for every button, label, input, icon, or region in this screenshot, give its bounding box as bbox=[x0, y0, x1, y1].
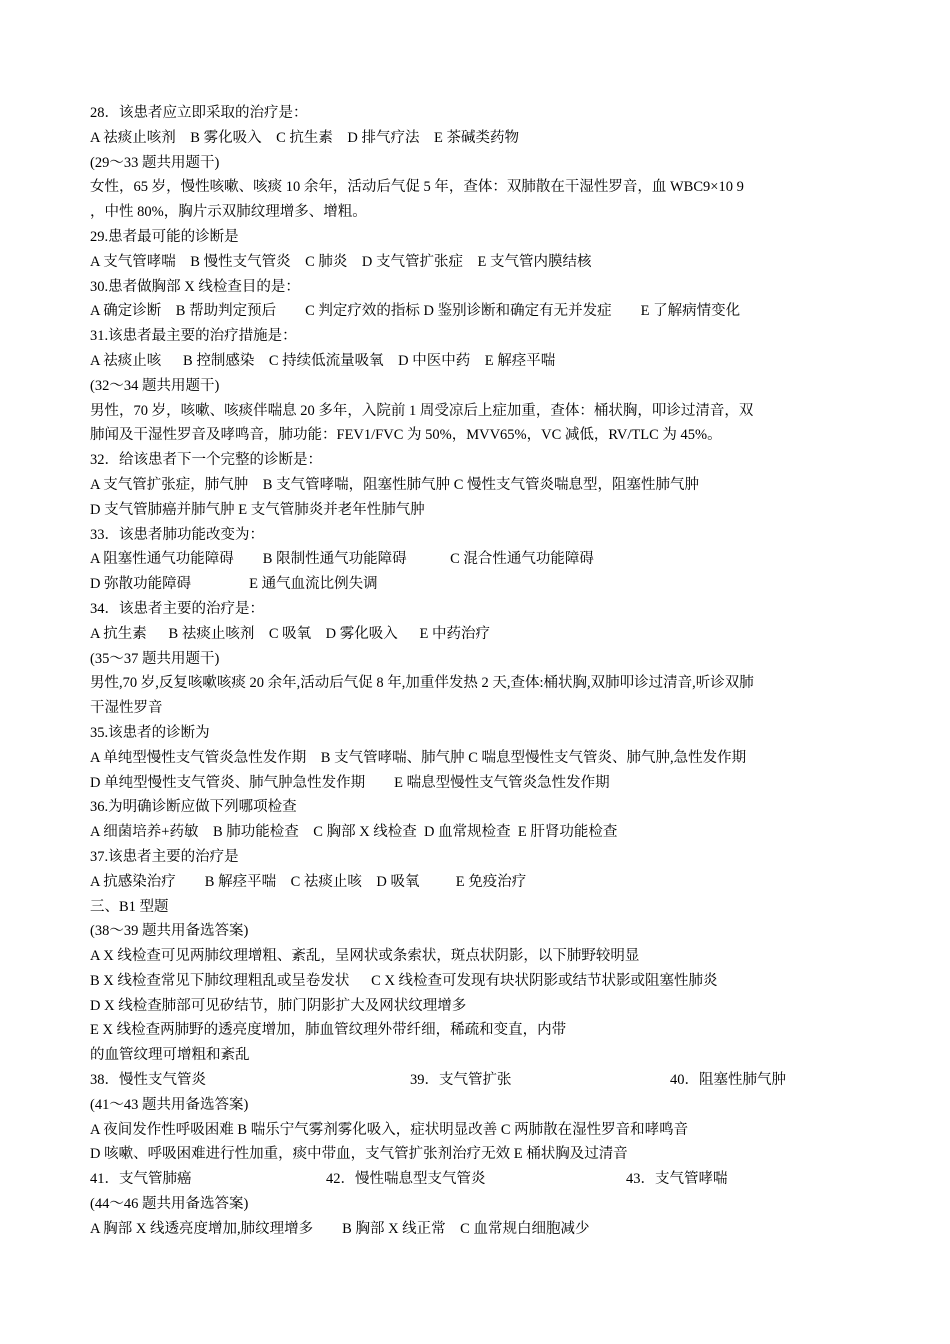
text-line: 28．该患者应立即采取的治疗是： bbox=[90, 105, 308, 121]
text-line: A X 线检查可见两肺纹理增粗、紊乱，呈网状或条索状，斑点状阴影，以下肺野较明显 bbox=[90, 948, 640, 965]
text-line: (32～34 题共用题干) bbox=[90, 377, 220, 394]
text-line: B X 线检查常见下肺纹理粗乱或呈卷发状 C X 线检查可发现有块状阴影或结节状影或阻塞性肺炎 bbox=[90, 972, 718, 989]
text-line: 男性，70 岁，咳嗽、咳痰伴喘息 20 多年，入院前 1 周受凉后上症加重，查体：桶状胸，叩诊过清音，双 bbox=[90, 402, 754, 419]
question-42: 42．慢性喘息型支气管炎 bbox=[326, 1171, 486, 1188]
text-line: 33．该患者肺功能改变为： bbox=[90, 526, 264, 543]
text-line: A 祛痰止咳剂 B 雾化吸入 C 抗生素 D 排气疗法 E 茶碱类药物 bbox=[90, 129, 519, 146]
text-line: 35.该患者的诊断为 bbox=[90, 724, 210, 741]
text-line: D 咳嗽、呼吸困难进行性加重，痰中带血，支气管扩张剂治疗无效 E 桶状胸及过清音 bbox=[90, 1146, 628, 1163]
text-line: (29～33 题共用题干) bbox=[90, 154, 220, 171]
text-line: 32．给该患者下一个完整的诊断是： bbox=[90, 452, 322, 469]
question-38: 38．慢性支气管炎 bbox=[90, 1072, 206, 1089]
question-row-41-43 bbox=[90, 1167, 870, 1192]
question-40: 40．阻塞性肺气肿 bbox=[670, 1072, 786, 1089]
text-line: ，中性 80%，胸片示双肺纹理增多、增粗。 bbox=[90, 204, 367, 221]
text-line: 30.患者做胸部 X 线检查目的是： bbox=[90, 278, 300, 295]
text-line: 女性，65 岁，慢性咳嗽、咳痰 10 余年，活动后气促 5 年，查体：双肺散在干湿性罗音，血 WBC9×10 9 bbox=[90, 179, 744, 196]
text-line: (41～43 题共用备选答案) bbox=[90, 1096, 249, 1113]
text-line: A 阻塞性通气功能障碍 B 限制性通气功能障碍 C 混合性通气功能障碍 bbox=[90, 551, 594, 568]
text-line: A 抗生素 B 祛痰止咳剂 C 吸氧 D 雾化吸入 E 中药治疗 bbox=[90, 625, 490, 642]
text-line: A 祛痰止咳 B 控制感染 C 持续低流量吸氧 D 中医中药 E 解痉平喘 bbox=[90, 352, 556, 369]
text-line: 男性,70 岁,反复咳嗽咳痰 20 余年,活动后气促 8 年,加重伴发热 2 天,查体:桶状胸,双肺叩诊过清音,听诊双肺 bbox=[90, 675, 754, 692]
text-line: D X 线检查肺部可见矽结节，肺门阴影扩大及网状纹理增多 bbox=[90, 997, 467, 1014]
text-line: (44～46 题共用备选答案) bbox=[90, 1196, 249, 1213]
text-line: 37.该患者主要的治疗是 bbox=[90, 848, 239, 865]
question-43: 43．支气管哮喘 bbox=[626, 1171, 728, 1188]
text-line: A 抗感染治疗 B 解痉平喘 C 祛痰止咳 D 吸氧 E 免疫治疗 bbox=[90, 873, 527, 890]
text-line: A 支气管扩张症，肺气肿 B 支气管哮喘，阻塞性肺气肿 C 慢性支气管炎喘息型，阻塞性肺气肿 bbox=[90, 476, 700, 493]
text-line: 29.患者最可能的诊断是 bbox=[90, 228, 239, 245]
text-line: 干湿性罗音 bbox=[90, 700, 163, 717]
question-41: 41．支气管肺癌 bbox=[90, 1171, 192, 1188]
text-line: A 确定诊断 B 帮助判定预后 C 判定疗效的指标 D 鉴别诊断和确定有无并发症 E 了解病情变化 bbox=[90, 303, 741, 320]
text-line: 肺闻及干湿性罗音及哮鸣音，肺功能：FEV1/FVC 为 50%，MVV65%，VC 减低，RV/TLC 为 45%。 bbox=[90, 427, 722, 444]
section-heading: 三、B1 型题 bbox=[90, 898, 169, 915]
text-line: (35～37 题共用题干) bbox=[90, 650, 220, 667]
text-line: 的血管纹理可增粗和紊乱 bbox=[90, 1047, 250, 1064]
text-line: (38～39 题共用备选答案) bbox=[90, 923, 249, 940]
text-line: 31.该患者最主要的治疗措施是： bbox=[90, 328, 297, 345]
text-line: 36.为明确诊断应做下列哪项检查 bbox=[90, 799, 297, 816]
text-line: D 单纯型慢性支气管炎、肺气肿急性发作期 E 喘息型慢性支气管炎急性发作期 bbox=[90, 774, 610, 791]
text-line: A 单纯型慢性支气管炎急性发作期 B 支气管哮喘、肺气肿 C 喘息型慢性支气管炎、肺气肿,急性发作期 bbox=[90, 749, 747, 766]
text-line: 34．该患者主要的治疗是： bbox=[90, 600, 264, 617]
question-39: 39．支气管扩张 bbox=[410, 1072, 512, 1089]
question-row-38-40 bbox=[90, 1068, 870, 1093]
text-line: A 支气管哮喘 B 慢性支气管炎 C 肺炎 D 支气管扩张症 E 支气管内膜结核 bbox=[90, 253, 592, 270]
text-line: E X 线检查两肺野的透亮度增加，肺血管纹理外带纤细，稀疏和变直，内带 bbox=[90, 1022, 567, 1039]
text-line: A 细菌培养+药敏 B 肺功能检查 C 胸部 X 线检查 D 血常规检查 E 肝肾功能检查 bbox=[90, 824, 618, 841]
text-line: A 胸部 X 线透亮度增加,肺纹理增多 B 胸部 X 线正常 C 血常规白细胞减少 bbox=[90, 1220, 590, 1237]
text-line: D 弥散功能障碍 E 通气血流比例失调 bbox=[90, 576, 378, 593]
text-line: A 夜间发作性呼吸困难 B 喘乐宁气雾剂雾化吸入，症状明显改善 C 两肺散在湿性罗音和哮鸣音 bbox=[90, 1121, 689, 1138]
document-body bbox=[90, 101, 870, 1242]
text-line: D 支气管肺癌并肺气肿 E 支气管肺炎并老年性肺气肿 bbox=[90, 501, 425, 518]
